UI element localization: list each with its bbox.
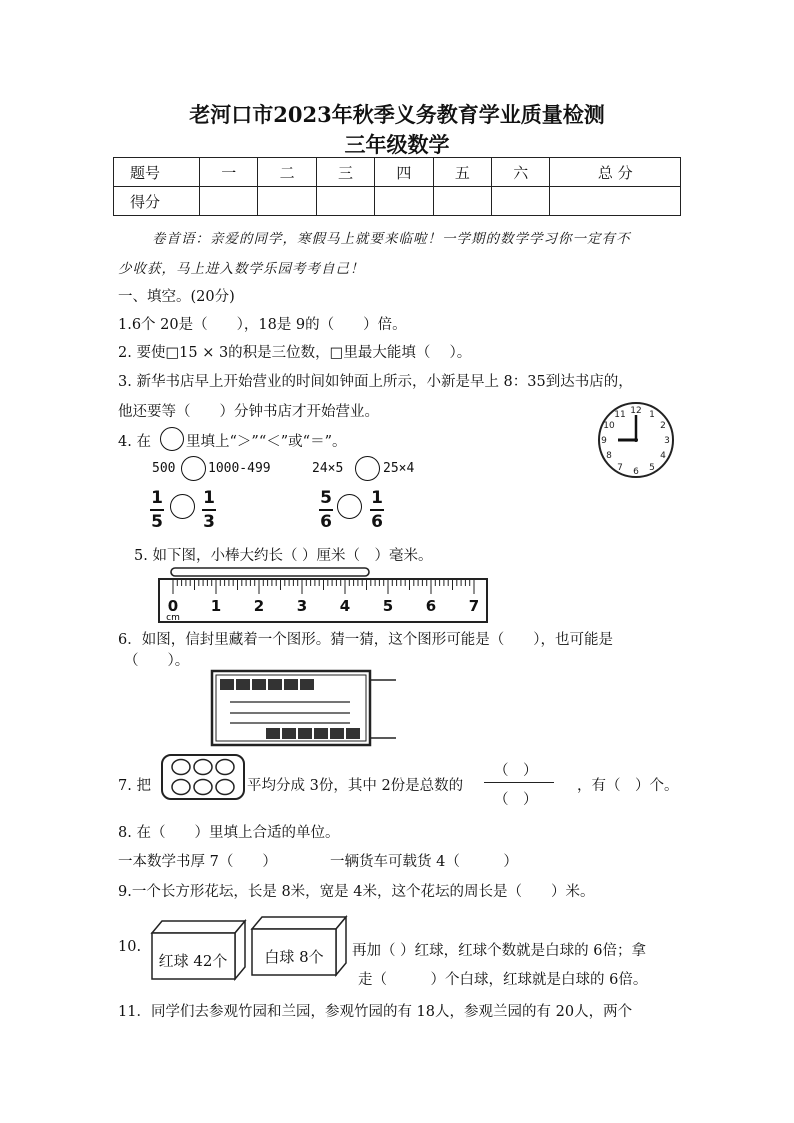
ruler-number: 0 bbox=[167, 597, 179, 615]
fraction-numerator: 5 bbox=[320, 488, 332, 508]
answer-circle[interactable] bbox=[355, 456, 380, 481]
compare-1-right: 1000-499 bbox=[208, 461, 271, 476]
ruler-unit: cm bbox=[166, 613, 180, 623]
question-1: 1.6个 20是（ ），18是 9的（ ）倍。 bbox=[118, 317, 407, 333]
preface-line-2: 少收获，马上进入数学乐园考考自己！ bbox=[118, 261, 365, 277]
score-cell[interactable] bbox=[258, 187, 316, 216]
question-7-suffix: ，有（ ）个。 bbox=[577, 778, 679, 794]
clock-number: 7 bbox=[617, 463, 623, 473]
question-8: 8. 在（ ）里填上合适的单位。 bbox=[118, 825, 340, 841]
score-cell[interactable] bbox=[375, 187, 433, 216]
score-cell[interactable] bbox=[316, 187, 374, 216]
question-7-middle: 平均分成 3份，其中 2份是总数的 bbox=[247, 778, 464, 794]
clock-image bbox=[592, 400, 680, 480]
clock-number: 6 bbox=[633, 467, 639, 477]
clock-number: 5 bbox=[649, 463, 655, 473]
clock-number: 11 bbox=[614, 410, 626, 420]
question-3-line-2: 他还要等（ ）分钟书店才开始营业。 bbox=[118, 404, 379, 420]
egg-tray-image bbox=[160, 753, 246, 801]
clock-number: 8 bbox=[606, 451, 612, 461]
ruler-number: 5 bbox=[382, 597, 394, 615]
score-table-col-1: 一 bbox=[200, 158, 258, 187]
envelope-image bbox=[210, 668, 398, 748]
fraction-denominator: 6 bbox=[320, 512, 332, 532]
white-ball-box bbox=[252, 917, 346, 975]
question-7-denominator: （ ） bbox=[494, 792, 538, 808]
score-cell[interactable] bbox=[492, 187, 550, 216]
question-11: 11．同学们去参观竹园和兰园，参观竹园的有 18人，参观兰园的有 20人，两个 bbox=[118, 1004, 633, 1020]
score-table-col-total: 总 分 bbox=[550, 158, 681, 187]
score-cell[interactable] bbox=[433, 187, 491, 216]
compare-1-left: 500 bbox=[152, 461, 176, 476]
question-6-line-1: 6．如图，信封里藏着一个图形。猜一猜，这个图形可能是（ ），也可能是 bbox=[118, 632, 613, 648]
question-4-suffix: 里填上“＞”“＜”或“＝”。 bbox=[186, 434, 347, 450]
score-table-col-4: 四 bbox=[375, 158, 433, 187]
fraction-1-5 bbox=[150, 489, 164, 531]
score-table bbox=[113, 157, 681, 216]
question-10-line-2: 走（ ）个白球，红球就是白球的 6倍。 bbox=[358, 972, 648, 988]
section-1-heading: 一、填空。(20分) bbox=[118, 289, 235, 305]
page-subtitle: 三年级数学 bbox=[344, 132, 450, 157]
question-2: 2. 要使□15 × 3的积是三位数，□里最大能填（ ）。 bbox=[118, 345, 472, 361]
answer-circle[interactable] bbox=[181, 456, 206, 481]
fraction-5-6 bbox=[319, 489, 333, 531]
clock-number: 10 bbox=[603, 421, 615, 431]
question-9: 9.一个长方形花坛，长是 8米，宽是 4米，这个花坛的周长是（ ）米。 bbox=[118, 884, 595, 900]
fraction-1-6 bbox=[370, 489, 384, 531]
red-ball-box bbox=[152, 921, 245, 979]
answer-circle[interactable] bbox=[170, 494, 195, 519]
score-table-header-row bbox=[114, 158, 681, 187]
ruler-number: 2 bbox=[253, 597, 265, 615]
question-7-numerator: （ ） bbox=[494, 763, 538, 779]
score-table-row2-label: 得分 bbox=[114, 187, 200, 216]
question-7-prefix: 7. 把 bbox=[118, 778, 151, 794]
question-3-line-1: 3. 新华书店早上开始营业的时间如钟面上所示，小新是早上 8：35到达书店的， bbox=[118, 374, 633, 390]
white-ball-box-label: 白球 8个 bbox=[264, 948, 324, 966]
answer-circle[interactable] bbox=[337, 494, 362, 519]
question-4-prefix: 4. 在 bbox=[118, 434, 151, 450]
score-table-score-row bbox=[114, 187, 681, 216]
fraction-denominator: 5 bbox=[151, 512, 163, 532]
question-8-a: 一本数学书厚 7（ ） bbox=[118, 854, 277, 870]
ruler-number: 6 bbox=[425, 597, 437, 615]
fraction-numerator: 1 bbox=[371, 488, 383, 508]
page-title: 老河口市2023年秋季义务教育学业质量检测 bbox=[189, 102, 605, 127]
question-6-line-2: （ ）。 bbox=[124, 653, 190, 669]
question-10-line-1: 再加（ ）红球，红球个数就是白球的 6倍；拿 bbox=[352, 943, 646, 959]
fraction-numerator: 1 bbox=[151, 488, 163, 508]
clock-number: 1 bbox=[649, 410, 655, 420]
fraction-denominator: 3 bbox=[203, 512, 215, 532]
ruler-number: 4 bbox=[339, 597, 351, 615]
question-8-b: 一辆货车可载货 4（ ） bbox=[330, 854, 518, 870]
fraction-numerator: 1 bbox=[203, 488, 215, 508]
score-table-col-5: 五 bbox=[433, 158, 491, 187]
score-table-row1-label: 题号 bbox=[114, 158, 200, 187]
clock-number: 4 bbox=[660, 451, 666, 461]
clock-number: 3 bbox=[664, 436, 670, 446]
score-table-col-3: 三 bbox=[316, 158, 374, 187]
score-cell-total[interactable] bbox=[550, 187, 681, 216]
compare-2-right: 25×4 bbox=[383, 461, 415, 476]
fraction-bar bbox=[484, 782, 554, 783]
stick-shape bbox=[171, 568, 369, 576]
ruler-number: 3 bbox=[296, 597, 308, 615]
score-table-col-6: 六 bbox=[492, 158, 550, 187]
fraction-denominator: 6 bbox=[371, 512, 383, 532]
preface-line-1: 卷首语：亲爱的同学，寒假马上就要来临啦！一学期的数学学习你一定有不 bbox=[152, 231, 631, 247]
compare-circle-icon bbox=[160, 427, 184, 451]
ruler-number: 7 bbox=[468, 597, 480, 615]
score-table-col-2: 二 bbox=[258, 158, 316, 187]
boxes-image bbox=[148, 915, 350, 985]
clock-number: 12 bbox=[630, 406, 642, 416]
question-10-number: 10. bbox=[118, 939, 142, 955]
compare-2-left: 24×5 bbox=[312, 461, 344, 476]
clock-number: 2 bbox=[660, 421, 666, 431]
ruler-image bbox=[155, 566, 490, 626]
red-ball-box-label: 红球 42个 bbox=[158, 952, 228, 970]
fraction-1-3 bbox=[202, 489, 216, 531]
question-5: 5. 如下图，小棒大约长（ ）厘米（ ）毫米。 bbox=[134, 548, 433, 564]
ruler-number: 1 bbox=[210, 597, 222, 615]
clock-number: 9 bbox=[601, 436, 607, 446]
score-cell[interactable] bbox=[200, 187, 258, 216]
